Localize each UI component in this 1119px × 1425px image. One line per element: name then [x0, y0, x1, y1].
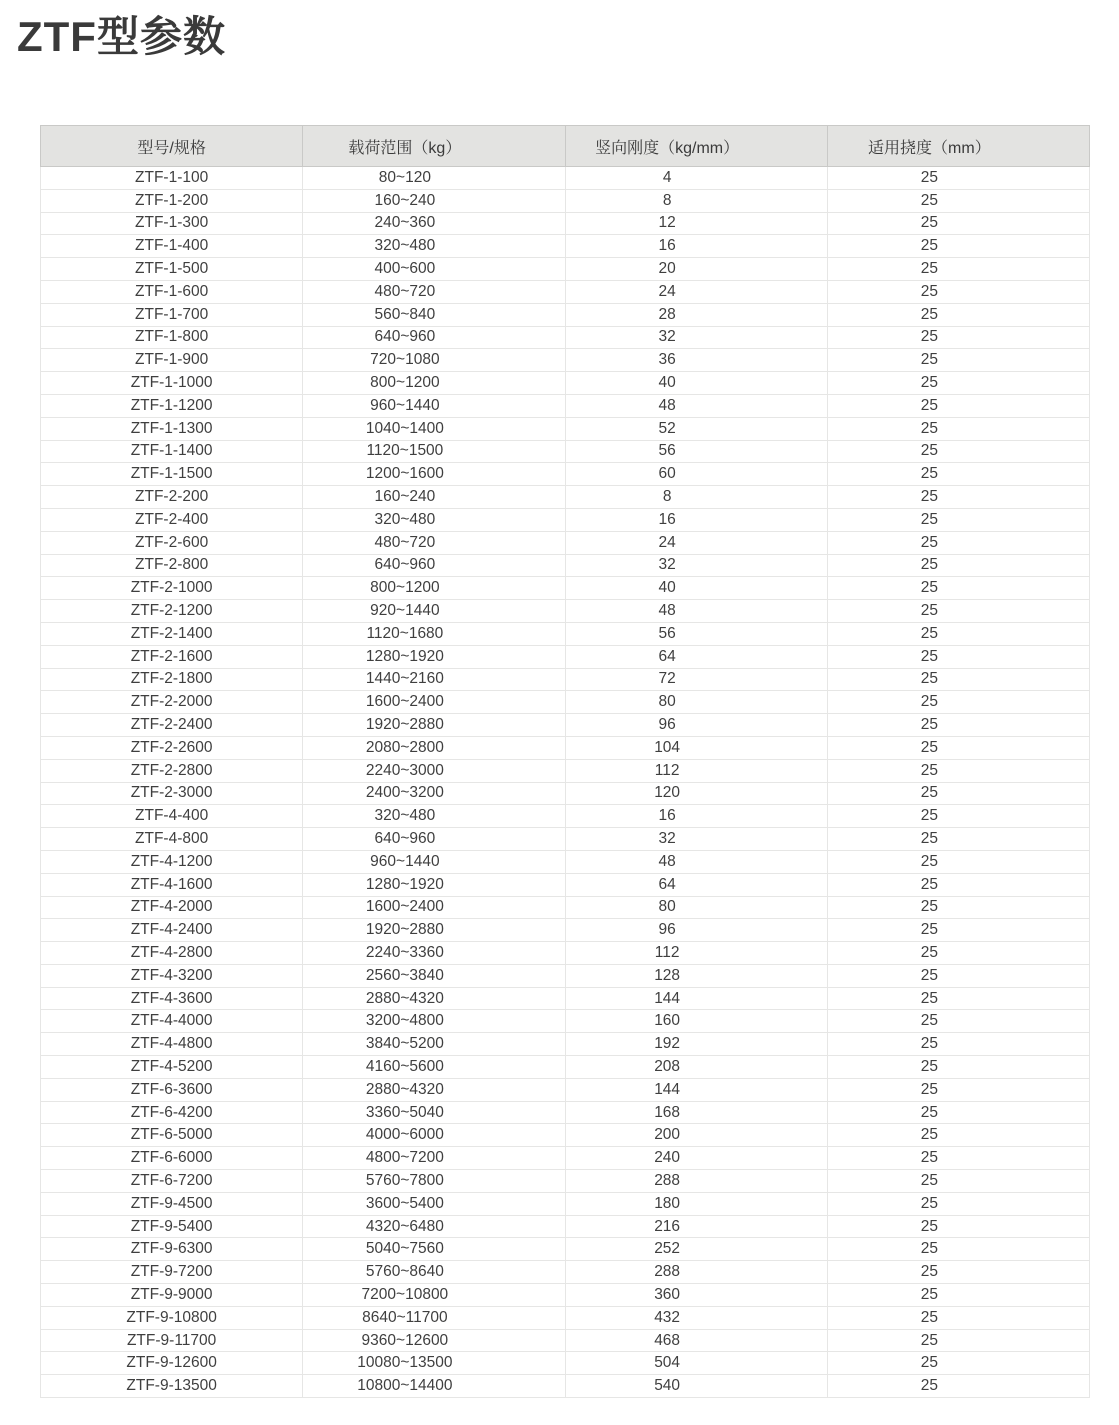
table-cell: 1600~2400 — [303, 896, 565, 919]
table-cell: 1120~1680 — [303, 622, 565, 645]
table-cell: 640~960 — [303, 326, 565, 349]
table-cell: ZTF-4-2000 — [41, 896, 303, 919]
column-header-vertical-stiffness: 竖向刚度（kg/mm） — [565, 126, 827, 167]
table-cell: ZTF-2-1800 — [41, 668, 303, 691]
table-cell: 25 — [827, 736, 1089, 759]
page-title: ZTF型参数 — [17, 13, 226, 60]
table-cell: 180 — [565, 1192, 827, 1215]
table-cell: 1600~2400 — [303, 691, 565, 714]
table-cell: ZTF-4-2400 — [41, 919, 303, 942]
table-cell: ZTF-4-2800 — [41, 942, 303, 965]
table-cell: 1280~1920 — [303, 873, 565, 896]
table-cell: 25 — [827, 326, 1089, 349]
table-cell: 25 — [827, 235, 1089, 258]
table-cell: 5760~7800 — [303, 1170, 565, 1193]
table-cell: ZTF-2-1400 — [41, 622, 303, 645]
table-cell: 504 — [565, 1352, 827, 1375]
table-cell: ZTF-1-300 — [41, 212, 303, 235]
table-row — [41, 1284, 1090, 1307]
table-cell: 8 — [565, 189, 827, 212]
table-cell: 240 — [565, 1147, 827, 1170]
table-cell: 25 — [827, 759, 1089, 782]
table-cell: 25 — [827, 1352, 1089, 1375]
table-cell: 24 — [565, 531, 827, 554]
table-cell: ZTF-2-1000 — [41, 577, 303, 600]
table-row — [41, 1192, 1090, 1215]
table-row — [41, 736, 1090, 759]
table-row — [41, 577, 1090, 600]
table-cell: ZTF-2-200 — [41, 486, 303, 509]
table-cell: 960~1440 — [303, 850, 565, 873]
table-cell: 112 — [565, 942, 827, 965]
table-cell: 28 — [565, 303, 827, 326]
table-cell: 96 — [565, 714, 827, 737]
table-cell: ZTF-2-1600 — [41, 645, 303, 668]
table-cell: ZTF-1-1500 — [41, 463, 303, 486]
table-cell: 112 — [565, 759, 827, 782]
table-cell: 25 — [827, 463, 1089, 486]
table-cell: 36 — [565, 349, 827, 372]
table-cell: 16 — [565, 805, 827, 828]
table-cell: ZTF-6-7200 — [41, 1170, 303, 1193]
table-cell: 160~240 — [303, 189, 565, 212]
table-cell: ZTF-1-600 — [41, 280, 303, 303]
table-cell: 25 — [827, 782, 1089, 805]
column-header-applicable-deflection: 适用挠度（mm） — [827, 126, 1089, 167]
table-cell: ZTF-4-800 — [41, 828, 303, 851]
table-cell: 25 — [827, 714, 1089, 737]
table-cell: 25 — [827, 645, 1089, 668]
table-cell: ZTF-6-5000 — [41, 1124, 303, 1147]
table-cell: 128 — [565, 964, 827, 987]
table-cell: ZTF-1-100 — [41, 167, 303, 190]
table-cell: ZTF-4-400 — [41, 805, 303, 828]
table-cell: 25 — [827, 508, 1089, 531]
table-cell: 25 — [827, 1010, 1089, 1033]
table-cell: ZTF-2-600 — [41, 531, 303, 554]
table-row — [41, 600, 1090, 623]
table-header-row — [41, 126, 1090, 167]
table-cell: 25 — [827, 964, 1089, 987]
table-cell: 52 — [565, 417, 827, 440]
table-cell: 80 — [565, 896, 827, 919]
table-cell: 25 — [827, 486, 1089, 509]
table-cell: 200 — [565, 1124, 827, 1147]
table-cell: 3840~5200 — [303, 1033, 565, 1056]
table-cell: 40 — [565, 577, 827, 600]
table-row — [41, 1375, 1090, 1398]
table-cell: 25 — [827, 189, 1089, 212]
table-cell: 540 — [565, 1375, 827, 1398]
table-cell: ZTF-4-4000 — [41, 1010, 303, 1033]
table-cell: 25 — [827, 417, 1089, 440]
table-cell: 25 — [827, 280, 1089, 303]
table-row — [41, 1170, 1090, 1193]
table-cell: 12 — [565, 212, 827, 235]
table-cell: 25 — [827, 1375, 1089, 1398]
table-cell: 25 — [827, 554, 1089, 577]
table-row — [41, 987, 1090, 1010]
table-cell: 1040~1400 — [303, 417, 565, 440]
table-cell: ZTF-4-5200 — [41, 1056, 303, 1079]
table-row — [41, 1147, 1090, 1170]
table-cell: ZTF-1-800 — [41, 326, 303, 349]
table-cell: 25 — [827, 1306, 1089, 1329]
table-cell: 24 — [565, 280, 827, 303]
table-row — [41, 1033, 1090, 1056]
table-cell: 56 — [565, 440, 827, 463]
table-cell: 25 — [827, 1215, 1089, 1238]
table-header — [41, 126, 1090, 167]
table-cell: 920~1440 — [303, 600, 565, 623]
table-cell: 3360~5040 — [303, 1101, 565, 1124]
table-cell: 25 — [827, 1170, 1089, 1193]
table-cell: 25 — [827, 1124, 1089, 1147]
table-cell: 252 — [565, 1238, 827, 1261]
table-cell: 25 — [827, 691, 1089, 714]
table-row — [41, 782, 1090, 805]
table-row — [41, 1010, 1090, 1033]
table-cell: 25 — [827, 258, 1089, 281]
table-row — [41, 326, 1090, 349]
table-row — [41, 1261, 1090, 1284]
table-cell: 4000~6000 — [303, 1124, 565, 1147]
table-cell: ZTF-6-6000 — [41, 1147, 303, 1170]
table-cell: 320~480 — [303, 805, 565, 828]
table-cell: ZTF-1-1300 — [41, 417, 303, 440]
table-cell: 4 — [565, 167, 827, 190]
table-cell: 560~840 — [303, 303, 565, 326]
table-cell: 1920~2880 — [303, 714, 565, 737]
table-cell: ZTF-2-2000 — [41, 691, 303, 714]
table-cell: 8640~11700 — [303, 1306, 565, 1329]
table-row — [41, 1215, 1090, 1238]
table-cell: 320~480 — [303, 235, 565, 258]
table-cell: 40 — [565, 372, 827, 395]
table-cell: ZTF-4-3600 — [41, 987, 303, 1010]
table-cell: ZTF-1-200 — [41, 189, 303, 212]
table-cell: 800~1200 — [303, 577, 565, 600]
table-cell: 60 — [565, 463, 827, 486]
table-row — [41, 942, 1090, 965]
table-row — [41, 1078, 1090, 1101]
table-cell: 468 — [565, 1329, 827, 1352]
table-cell: 160~240 — [303, 486, 565, 509]
table-cell: ZTF-1-400 — [41, 235, 303, 258]
table-row — [41, 1101, 1090, 1124]
table-cell: 25 — [827, 919, 1089, 942]
table-cell: 208 — [565, 1056, 827, 1079]
table-cell: 25 — [827, 1101, 1089, 1124]
table-row — [41, 919, 1090, 942]
table-row — [41, 1329, 1090, 1352]
table-cell: 1280~1920 — [303, 645, 565, 668]
table-cell: 4320~6480 — [303, 1215, 565, 1238]
table-cell: 5760~8640 — [303, 1261, 565, 1284]
table-cell: ZTF-4-1200 — [41, 850, 303, 873]
table-cell: 3600~5400 — [303, 1192, 565, 1215]
table-cell: 64 — [565, 645, 827, 668]
table-cell: 96 — [565, 919, 827, 942]
table-cell: 25 — [827, 212, 1089, 235]
table-cell: 480~720 — [303, 531, 565, 554]
table-cell: 25 — [827, 440, 1089, 463]
table-cell: ZTF-9-4500 — [41, 1192, 303, 1215]
table-row — [41, 1306, 1090, 1329]
table-cell: ZTF-6-4200 — [41, 1101, 303, 1124]
table-row — [41, 805, 1090, 828]
table-cell: 64 — [565, 873, 827, 896]
table-cell: 8 — [565, 486, 827, 509]
table-cell: ZTF-1-1400 — [41, 440, 303, 463]
table-cell: 25 — [827, 1056, 1089, 1079]
table-row — [41, 759, 1090, 782]
table-cell: ZTF-4-3200 — [41, 964, 303, 987]
table-cell: 640~960 — [303, 554, 565, 577]
column-header-load-range: 载荷范围（kg） — [303, 126, 565, 167]
table-cell: 240~360 — [303, 212, 565, 235]
table-cell: 25 — [827, 942, 1089, 965]
table-cell: 32 — [565, 554, 827, 577]
table-cell: 25 — [827, 394, 1089, 417]
table-row — [41, 873, 1090, 896]
table-cell: 192 — [565, 1033, 827, 1056]
table-cell: ZTF-9-7200 — [41, 1261, 303, 1284]
table-row — [41, 372, 1090, 395]
table-row — [41, 508, 1090, 531]
table-cell: 960~1440 — [303, 394, 565, 417]
table-cell: 10080~13500 — [303, 1352, 565, 1375]
table-row — [41, 668, 1090, 691]
table-cell: 640~960 — [303, 828, 565, 851]
table-cell: ZTF-2-2800 — [41, 759, 303, 782]
table-cell: 25 — [827, 828, 1089, 851]
table-cell: 4160~5600 — [303, 1056, 565, 1079]
table-cell: ZTF-1-900 — [41, 349, 303, 372]
table-row — [41, 212, 1090, 235]
table-cell: 1120~1500 — [303, 440, 565, 463]
table-cell: 5040~7560 — [303, 1238, 565, 1261]
table-cell: ZTF-9-13500 — [41, 1375, 303, 1398]
table-cell: ZTF-1-700 — [41, 303, 303, 326]
table-cell: 32 — [565, 828, 827, 851]
table-cell: 432 — [565, 1306, 827, 1329]
table-cell: 9360~12600 — [303, 1329, 565, 1352]
table-row — [41, 828, 1090, 851]
table-cell: 25 — [827, 1284, 1089, 1307]
table-cell: ZTF-4-4800 — [41, 1033, 303, 1056]
table-row — [41, 258, 1090, 281]
table-cell: 25 — [827, 531, 1089, 554]
table-cell: ZTF-2-2600 — [41, 736, 303, 759]
table-cell: 25 — [827, 1033, 1089, 1056]
table-cell: 2560~3840 — [303, 964, 565, 987]
table-row — [41, 554, 1090, 577]
table-cell: ZTF-9-5400 — [41, 1215, 303, 1238]
table-row — [41, 280, 1090, 303]
table-row — [41, 622, 1090, 645]
table-row — [41, 349, 1090, 372]
table-cell: 25 — [827, 303, 1089, 326]
table-cell: 25 — [827, 896, 1089, 919]
table-cell: 144 — [565, 987, 827, 1010]
table-cell: ZTF-9-6300 — [41, 1238, 303, 1261]
table-cell: 10800~14400 — [303, 1375, 565, 1398]
table-cell: 480~720 — [303, 280, 565, 303]
table-cell: 360 — [565, 1284, 827, 1307]
table-cell: 720~1080 — [303, 349, 565, 372]
table-cell: ZTF-2-400 — [41, 508, 303, 531]
table-cell: 72 — [565, 668, 827, 691]
table-row — [41, 964, 1090, 987]
table-cell: 25 — [827, 577, 1089, 600]
table-cell: 48 — [565, 394, 827, 417]
table-cell: 25 — [827, 622, 1089, 645]
table-cell: 80 — [565, 691, 827, 714]
table-row — [41, 1056, 1090, 1079]
table-cell: 168 — [565, 1101, 827, 1124]
table-cell: 144 — [565, 1078, 827, 1101]
table-cell: 25 — [827, 372, 1089, 395]
table-cell: 400~600 — [303, 258, 565, 281]
table-cell: 80~120 — [303, 167, 565, 190]
table-cell: ZTF-2-800 — [41, 554, 303, 577]
table-cell: 48 — [565, 600, 827, 623]
table-cell: 25 — [827, 1192, 1089, 1215]
table-cell: 1200~1600 — [303, 463, 565, 486]
table-cell: 25 — [827, 1147, 1089, 1170]
table-cell: ZTF-9-12600 — [41, 1352, 303, 1375]
table-cell: ZTF-1-1200 — [41, 394, 303, 417]
table-cell: 288 — [565, 1261, 827, 1284]
table-cell: 25 — [827, 1329, 1089, 1352]
table-cell: 4800~7200 — [303, 1147, 565, 1170]
table-cell: 25 — [827, 1078, 1089, 1101]
table-cell: 120 — [565, 782, 827, 805]
table-body — [41, 167, 1090, 1398]
table-cell: 16 — [565, 508, 827, 531]
table-cell: 20 — [565, 258, 827, 281]
table-cell: 16 — [565, 235, 827, 258]
table-cell: 25 — [827, 167, 1089, 190]
table-row — [41, 417, 1090, 440]
table-row — [41, 1124, 1090, 1147]
table-cell: 2080~2800 — [303, 736, 565, 759]
table-cell: 2240~3360 — [303, 942, 565, 965]
column-header-model-spec: 型号/规格 — [41, 126, 303, 167]
table-cell: 32 — [565, 326, 827, 349]
table-cell: 25 — [827, 873, 1089, 896]
table-row — [41, 714, 1090, 737]
table-cell: 216 — [565, 1215, 827, 1238]
table-cell: 25 — [827, 805, 1089, 828]
table-row — [41, 189, 1090, 212]
table-cell: ZTF-4-1600 — [41, 873, 303, 896]
table-row — [41, 440, 1090, 463]
table-cell: ZTF-6-3600 — [41, 1078, 303, 1101]
table-cell: 25 — [827, 668, 1089, 691]
table-cell: 104 — [565, 736, 827, 759]
table-row — [41, 486, 1090, 509]
table-cell: 25 — [827, 349, 1089, 372]
table-cell: ZTF-2-2400 — [41, 714, 303, 737]
table-cell: 56 — [565, 622, 827, 645]
table-cell: ZTF-1-500 — [41, 258, 303, 281]
table-cell: ZTF-1-1000 — [41, 372, 303, 395]
table-cell: 25 — [827, 1261, 1089, 1284]
table-cell: 160 — [565, 1010, 827, 1033]
table-cell: ZTF-9-9000 — [41, 1284, 303, 1307]
table-cell: ZTF-9-10800 — [41, 1306, 303, 1329]
table-row — [41, 691, 1090, 714]
table-row — [41, 235, 1090, 258]
ztf-params-table — [40, 125, 1090, 1398]
table-cell: 25 — [827, 600, 1089, 623]
table-row — [41, 645, 1090, 668]
table-cell: 2880~4320 — [303, 1078, 565, 1101]
table-cell: 25 — [827, 1238, 1089, 1261]
table-row — [41, 1352, 1090, 1375]
table-cell: 2240~3000 — [303, 759, 565, 782]
table-cell: ZTF-2-1200 — [41, 600, 303, 623]
table-row — [41, 394, 1090, 417]
table-cell: 3200~4800 — [303, 1010, 565, 1033]
table-cell: 2880~4320 — [303, 987, 565, 1010]
table-cell: 1920~2880 — [303, 919, 565, 942]
table-row — [41, 167, 1090, 190]
table-cell: 48 — [565, 850, 827, 873]
table-row — [41, 463, 1090, 486]
table-cell: 1440~2160 — [303, 668, 565, 691]
table-row — [41, 896, 1090, 919]
table-cell: 25 — [827, 987, 1089, 1010]
table-cell: 7200~10800 — [303, 1284, 565, 1307]
table-cell: 320~480 — [303, 508, 565, 531]
table-row — [41, 1238, 1090, 1261]
table-row — [41, 531, 1090, 554]
table-row — [41, 303, 1090, 326]
table-cell: ZTF-2-3000 — [41, 782, 303, 805]
table-cell: 288 — [565, 1170, 827, 1193]
table-cell: 2400~3200 — [303, 782, 565, 805]
table-cell: 25 — [827, 850, 1089, 873]
table-cell: 800~1200 — [303, 372, 565, 395]
table-cell: ZTF-9-11700 — [41, 1329, 303, 1352]
table-row — [41, 850, 1090, 873]
